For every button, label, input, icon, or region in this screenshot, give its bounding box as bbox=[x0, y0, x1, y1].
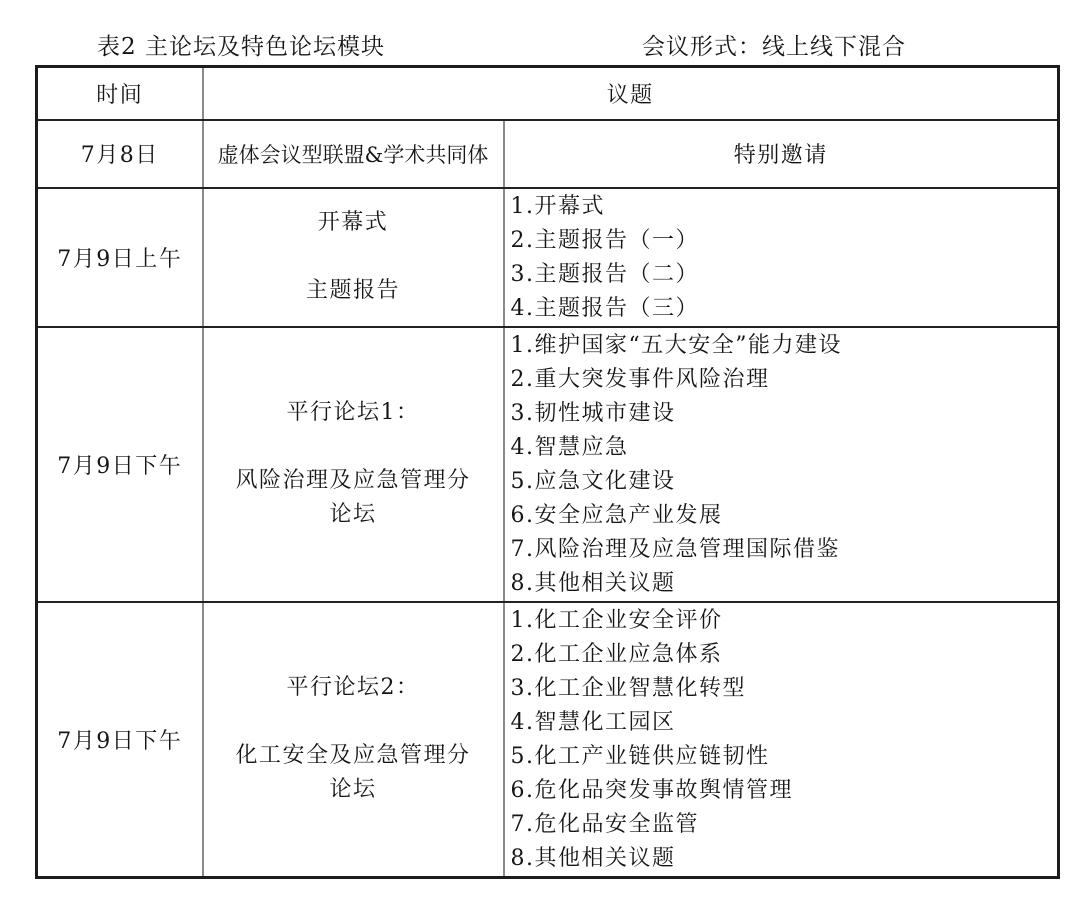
spacer bbox=[204, 240, 503, 274]
forum-subtitle: 主题报告 bbox=[305, 278, 400, 303]
topic-cell bbox=[504, 188, 1059, 327]
table-row bbox=[37, 188, 1059, 327]
topic-item: 3.主题报告（二） bbox=[510, 261, 699, 287]
topic-item: 1.化工企业安全评价 bbox=[510, 607, 723, 633]
header-time-cell: 时间 bbox=[37, 67, 203, 120]
topic-item: 3.韧性城市建设 bbox=[510, 400, 676, 426]
topic-item: 6.安全应急产业发展 bbox=[510, 502, 723, 528]
spacer bbox=[204, 705, 503, 739]
topic-item: 5.应急文化建设 bbox=[510, 468, 676, 494]
topic-cell bbox=[504, 327, 1059, 602]
page-title: 表2 主论坛及特色论坛模块 bbox=[97, 34, 385, 60]
time-cell: 7月9日上午 bbox=[37, 188, 203, 327]
topic-item: 4.智慧应急 bbox=[510, 434, 629, 460]
topic-item: 7.风险治理及应急管理国际借鉴 bbox=[510, 536, 840, 562]
forum-subtitle: 风险治理及应急管理分论坛 bbox=[235, 468, 471, 527]
schedule-table bbox=[35, 65, 1060, 879]
table-header-row bbox=[37, 67, 1059, 120]
forum-name: 开幕式 bbox=[317, 210, 389, 235]
forum-subtitle: 化工安全及应急管理分论坛 bbox=[235, 743, 471, 802]
topic-item: 1.开幕式 bbox=[510, 193, 605, 219]
forum-cell bbox=[203, 327, 504, 602]
table-row bbox=[37, 120, 1059, 188]
topic-item: 7.危化品安全监管 bbox=[510, 811, 699, 837]
forum-cell bbox=[203, 602, 504, 878]
forum-name: 虚体会议型联盟&学术共同体 bbox=[217, 142, 489, 167]
topic-item: 2.主题报告（一） bbox=[510, 227, 699, 253]
topic-item: 6.危化品突发事故舆情管理 bbox=[510, 777, 793, 803]
topic-item: 1.维护国家“五大安全”能力建设 bbox=[510, 332, 842, 358]
table-row bbox=[37, 602, 1059, 878]
topic-list bbox=[511, 190, 1054, 326]
table-row bbox=[37, 327, 1059, 602]
topic-list bbox=[511, 604, 1054, 876]
topic-item: 5.化工产业链供应链韧性 bbox=[510, 743, 770, 769]
topic-item: 2.重大突发事件风险治理 bbox=[510, 366, 770, 392]
topic-item: 2.化工企业应急体系 bbox=[510, 641, 723, 667]
topic-cell: 特别邀请 bbox=[504, 120, 1059, 188]
topic-item: 4.主题报告（三） bbox=[510, 295, 699, 321]
forum-cell bbox=[203, 188, 504, 327]
topic-item: 4.智慧化工园区 bbox=[510, 709, 676, 735]
forum-cell bbox=[203, 120, 504, 188]
meeting-format-label: 会议形式：线上线下混合 bbox=[642, 34, 906, 60]
header-topic-cell: 议题 bbox=[203, 67, 1059, 120]
topic-item: 8.其他相关议题 bbox=[510, 570, 676, 596]
time-cell: 7月9日下午 bbox=[37, 327, 203, 602]
topic-cell bbox=[504, 602, 1059, 878]
topic-item: 8.其他相关议题 bbox=[510, 845, 676, 871]
document-header bbox=[0, 28, 1080, 58]
time-cell: 7月8日 bbox=[37, 120, 203, 188]
topic-item: 3.化工企业智慧化转型 bbox=[510, 675, 746, 701]
time-cell: 7月9日下午 bbox=[37, 602, 203, 878]
spacer bbox=[204, 430, 503, 464]
forum-name: 平行论坛1： bbox=[286, 400, 420, 425]
forum-name: 平行论坛2： bbox=[286, 675, 420, 700]
topic-list bbox=[511, 329, 1054, 601]
